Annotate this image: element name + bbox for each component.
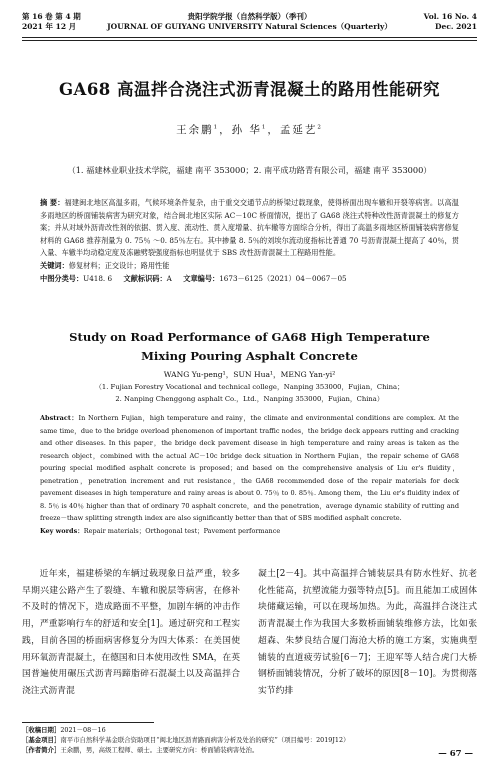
keywords-en-label: Key words：	[40, 526, 84, 535]
footnote-author	[22, 745, 477, 755]
author-1: 王余鹏	[176, 124, 214, 136]
footnote-received-label: ［收稿日期］	[22, 726, 61, 734]
abstract-en	[40, 412, 459, 537]
affiliation-cn: （1. 福建林业职业技术学院，福建 南平 353000；2. 南平成功路青有限公司，福建 南平 353000）	[67, 165, 432, 175]
paper-title-en-line-1: Study on Road Performance of GA68 High Temperature	[69, 330, 430, 344]
footnote-author-label: ［作者简介］	[22, 746, 61, 754]
keywords-cn-text: 修复材料；正交设计；路用性能	[68, 260, 170, 270]
authors-cn	[0, 122, 499, 137]
doc-code-label: 文献标识码：	[123, 273, 167, 283]
affiliation-en	[0, 381, 499, 405]
header-volume-issue: 第 16 卷 第 4 期	[22, 12, 81, 21]
paper-title-en-line-2: Mixing Pouring Asphalt Concrete	[141, 349, 358, 363]
abstract-cn-text: 福建闽北地区高温多雨，气候环境条件复杂，由于重交交通节点的桥梁过载现象，使得桥面出现车辙和开裂等病害。以高温多雨地区的桥面铺装病害为研究对象，结合闽北地区实际 AC－10C 桥面情况，提出了 GA68 浇注式特种改性沥青混凝土的修复方案；并从对域外沥青改性剂的依据、贯入度、流动性、贯入度增量、抗车辙等方面综合分析，得出了高温多雨地区桥面铺装病害修复材料的 GA68 推荐剂量为 0. 75％ ～0. 85％左右。其中掺量 8. 5％的刘埃尔流动度指标比普通 70 号沥青混凝土提高了 40％，贯入量、车辙半均动稳定度及冻融劈裂强度指标也明显优于 SBS 改性沥青混凝土工程路用性能。	[40, 198, 459, 258]
header-date-en: Dec. 2021	[435, 22, 477, 31]
authors-en: WANG Yu-peng¹，SUN Hua¹，MENG Yan-yi²	[163, 370, 336, 379]
keywords-cn-label: 关键词：	[40, 260, 69, 270]
footnote-received	[22, 725, 477, 735]
journal-header	[22, 12, 477, 36]
keywords-cn	[40, 260, 459, 273]
doc-code-value: A	[166, 273, 172, 283]
page-number: — 67 —	[438, 749, 473, 759]
footnote-received-date: 2021－08－16	[60, 726, 106, 734]
author-sep-2: ，	[267, 124, 280, 136]
header-date-cn: 2021 年 12 月	[22, 22, 77, 31]
paper-title-en	[0, 328, 499, 366]
footnote-rule	[22, 722, 154, 723]
abstract-cn-label: 摘 要：	[40, 198, 65, 207]
author-2-affil: 1	[261, 124, 268, 131]
article-no-value: 1673－6125（2021）04－0067－05	[219, 273, 347, 283]
paper-title-cn: GA68 高温拌合浇注式沥青混凝土的路用性能研究	[58, 80, 441, 99]
abstract-en-label: Abstract：	[40, 414, 79, 422]
footnote-author-text: 王余鹏，男，高级工程师、硕士。主要研究方向：桥面铺装病害处治。	[60, 746, 259, 754]
classification-line	[40, 273, 459, 286]
affiliation-en-line-1: （1. Fujian Forestry Vocational and technical college，Nanping 353000，Fujian，China；	[95, 383, 404, 391]
article-no-label: 文章编号：	[183, 273, 220, 283]
footnote-fund-text: 南平市自然科学基金联合资助项目“闽北地区沥青路面病害分析及处治的研究”（项目编号：2019J12）	[60, 736, 350, 744]
author-sep-1: ，	[219, 124, 232, 136]
header-vol-no: Vol. 16 No. 4	[423, 12, 477, 21]
body-column-right: 凝土[2－4]。其中高温拌合铺装层具有防水性好、抗老化性能高，抗塑流能力强等特点[5]。而且能加工成固体块储藏运输，可以在现场加热。为此，高温拌合浇注式沥青混凝土作为我国大多数桥面铺装维修方法，比如张超森、朱梦良结合厦门海沧大桥的施工方案，实施典型铺装的直道疲劳试验[6－7]；王迎军等人结合虎门大桥钢桥面铺装情况，分析了破坏的原因[8－10]。为贯彻落实节约排	[258, 569, 477, 696]
header-rule-top	[22, 37, 477, 38]
abstract-en-text: In Northern Fujian，high temperature and rainy，the climate and environmental conditions are complex. At the same time，due to the bridge overload phenomenon of important traffic nodes，the bridge deck appears rutting and cracking and other diseases. In this paper，the bridge deck pavement disease in high temperature and rainy areas is taken as the research object，combined with the actual AC－10c bridge deck situation in Northern Fujian，the repair scheme of GA68 pouring special modified asphalt concrete is proposed；and based on the comprehensive analysis of Liu er's fluidity，penetration，penetration increment and rut resistance，the GA68 recommended dose of the repair materials for deck pavement diseases in high temperature and rainy areas is about 0. 75％ to 0. 85％. Among them，the Liu er's fluidity index of 8. 5％ is 40％ higher than that of ordinary 70 asphalt concrete，and the penetration，average dynamic stability of rutting and freeze－thaw splitting strength index are also significantly better than that of SBS modified asphalt concrete.	[40, 414, 459, 522]
keywords-en	[40, 525, 459, 538]
footnote-fund	[22, 735, 477, 745]
affiliation-en-line-2: 2. Nanping Chenggong asphalt Co.，Ltd.，Nanping 353000，Fujian，China）	[115, 395, 384, 403]
footnotes	[22, 725, 477, 755]
author-1-affil: 1	[213, 124, 220, 131]
author-3: 孟延艺	[279, 124, 318, 136]
clc-label: 中图分类号：	[40, 273, 84, 283]
header-rule-bottom	[22, 40, 477, 41]
header-journal-cn: 贵阳学院学报（自然科学版）（季刊）	[187, 12, 312, 21]
abstract-cn	[40, 197, 459, 285]
footnote-fund-label: ［基金项目］	[22, 736, 61, 744]
clc-value: U418. 6	[83, 273, 113, 283]
header-journal-en: JOURNAL OF GUIYANG UNIVERSITY Natural Sciences（Quarterly）	[107, 22, 392, 31]
author-2: 孙 华	[231, 124, 262, 136]
author-3-affil: 2	[317, 124, 323, 131]
header-journal-name	[22, 12, 477, 32]
body-column-left: 近年来，福建桥梁的车辆过载现象日益严重，较多早期兴建公路产生了裂缝、车辙和脱层等病害，在修补不及时的情况下，造成路面不平整，加剧车辆的冲击作用，严重影响行车的舒适和安全[1]。通过研究和工程实践，目前各国的桥面病害修复分为四大体系：在美国使用环氧沥青混凝土，在德国和日本使用改性 SMA，在英国普遍使用碾压式沥青玛蹄脂碎石混凝土以及高温拌合浇注式沥青混	[22, 569, 240, 696]
header-volume-en	[424, 12, 477, 32]
keywords-en-text: Repair materials；Orthogonal test；Pavement performance	[83, 526, 281, 535]
